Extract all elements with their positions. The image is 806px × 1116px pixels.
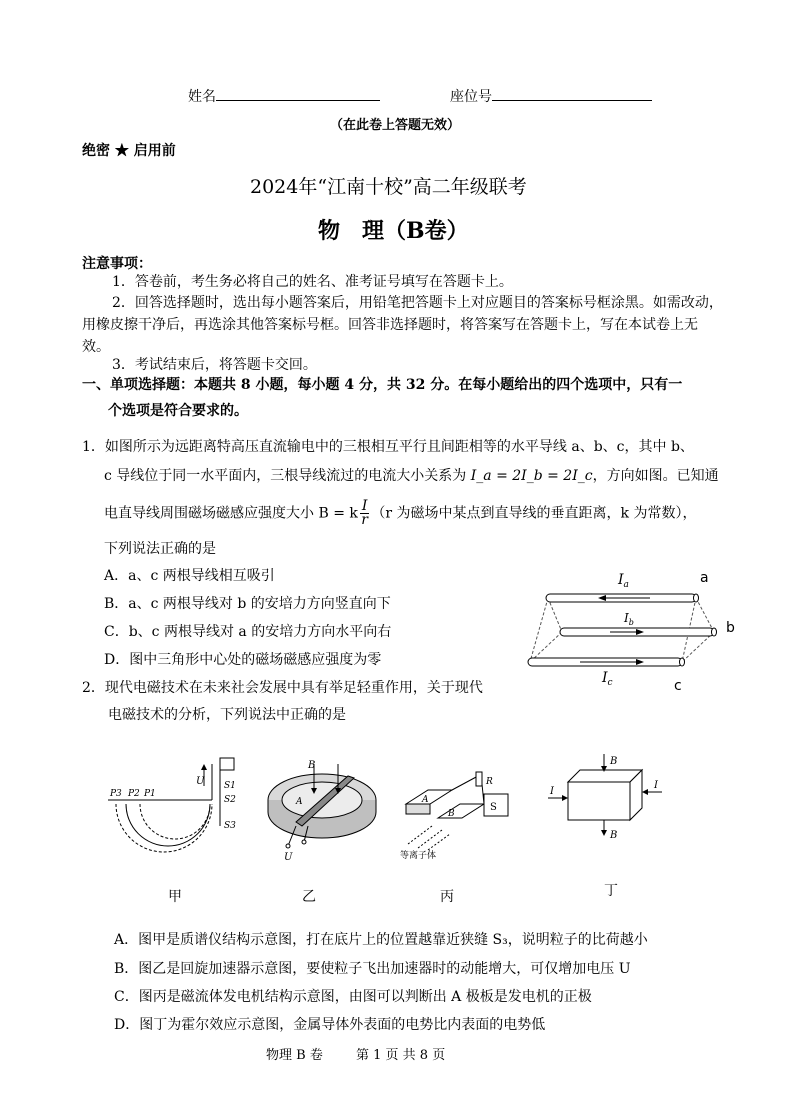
- bing-label-b: B: [448, 809, 455, 819]
- jia-path-outer: [116, 804, 212, 852]
- q1-label-wire-b: b: [726, 620, 735, 636]
- jia-u-arrowhead: [201, 764, 207, 770]
- bing-label-s: S: [490, 802, 497, 813]
- q1-option-a: A．a、c 两根导线相互吸引: [104, 568, 275, 584]
- q2-option-c: C．图丙是磁流体发电机结构示意图，由图可以判断出 A 极板是发电机的正极: [114, 989, 592, 1005]
- ding-label-b-top: B: [610, 756, 618, 767]
- yi-terminal-1: [286, 844, 290, 848]
- q2-fig-ding: [538, 752, 668, 848]
- subject-title: 物 理（B卷）: [318, 218, 469, 244]
- yi-label-b: B: [308, 760, 316, 771]
- bing-plate-b: [438, 804, 484, 818]
- q1-option-d: D．图中三角形中心处的磁场磁感应强度为零: [104, 652, 382, 668]
- q2-fig-jia: [108, 756, 238, 866]
- jia-source: [220, 758, 234, 770]
- notice-item-1: 1．答卷前，考生务必将自己的姓名、准考证号填写在答题卡上。: [112, 274, 513, 290]
- footer-subject: 物理 B 卷: [266, 1048, 323, 1063]
- q1-line3-text-b: （r 为磁场中某点到直导线的垂直距离，k 为常数），: [371, 505, 697, 522]
- ding-label-i-right: I: [654, 780, 658, 791]
- q1-label-ic: $I_c$: [602, 670, 613, 688]
- secret-label: 绝密 ★ 启用前: [82, 143, 176, 159]
- q1-fraction-den: r: [361, 512, 368, 528]
- caption-yi: 乙: [302, 889, 316, 905]
- ding-block-top: [568, 770, 642, 782]
- notice-item-2: 2．回答选择题时，选出每小题答案后，用铅笔把答题卡上对应题目的答案标号框涂黑。如需改动，用橡皮擦干净后，再选涂其他答案标号框。回答非选择题时，将答案写在答题卡上，写在本试卷上无效。: [82, 295, 723, 355]
- q1-line2-text-a: c 导线位于同一水平面内，三根导线流过的电流大小关系为: [104, 468, 471, 484]
- yi-label-a: A: [296, 797, 303, 807]
- jia-label-p3: P3: [110, 789, 122, 799]
- seat-blank: [492, 86, 652, 101]
- q2-option-a: A．图甲是质谱仪结构示意图，打在底片上的位置越靠近狭缝 S₃，说明粒子的比荷越小: [114, 932, 648, 948]
- exam-title: 2024年“江南十校”高二年级联考: [250, 176, 527, 198]
- q1-fraction: [360, 500, 370, 527]
- q1-option-b: B．a、c 两根导线对 b 的安培力方向竖直向下: [104, 596, 391, 612]
- q2-line1: 2．现代电磁技术在未来社会发展中具有举足轻重作用，关于现代: [82, 680, 483, 696]
- section-heading-line2: 个选项是符合要求的。: [108, 403, 248, 419]
- footer-page: 第 1 页 共 8 页: [356, 1048, 446, 1063]
- q1-label-wire-a: a: [700, 570, 709, 586]
- jia-label-p1: P1: [144, 789, 156, 799]
- name-blank: [216, 86, 380, 101]
- q1-label-ia: $I_a$: [618, 572, 629, 590]
- q1-wire-b-end: [712, 628, 717, 636]
- q2-fig-bing: [398, 770, 518, 860]
- bing-label-a: A: [422, 795, 429, 805]
- jia-path-inner: [140, 804, 210, 839]
- jia-label-s3: S3: [224, 821, 236, 831]
- q1-wire-c-end: [680, 658, 685, 666]
- ding-label-i-left: I: [550, 786, 554, 797]
- q1-label-wire-c: c: [674, 678, 682, 694]
- q1-dash-left-2: [548, 598, 562, 632]
- jia-path-mid: [126, 804, 210, 846]
- jia-label-s2: S2: [224, 795, 236, 805]
- bing-pole-n: [406, 804, 430, 814]
- caption-jia: 甲: [168, 889, 182, 905]
- q1-wire-figure: [520, 560, 750, 700]
- jia-label-p2: P2: [128, 789, 140, 799]
- seat-field: [450, 86, 652, 106]
- yi-terminal-2: [302, 840, 306, 844]
- name-field: [188, 86, 380, 106]
- q1-dash-right-2: [696, 598, 714, 632]
- q1-line4: 下列说法正确的是: [104, 541, 216, 557]
- jia-label-u: U: [196, 776, 205, 787]
- q1-line3: [104, 500, 696, 527]
- q1-line3-text-a: 电直导线周围磁场磁感应强度大小 B = k: [104, 505, 358, 522]
- q2-line2: 电磁技术的分析，下列说法中正确的是: [108, 707, 346, 723]
- q2-option-d: D．图丁为霍尔效应示意图，金属导体外表面的电势比内表面的电势低: [114, 1017, 546, 1033]
- bing-flow-2: [418, 830, 442, 848]
- yi-label-u: U: [284, 852, 293, 863]
- q1-fraction-num: I: [361, 498, 368, 514]
- bing-plate-a: [406, 790, 452, 804]
- notice-item-3: 3．考试结束后，将答题卡交回。: [112, 357, 317, 373]
- q1-line2-text-b: ，方向如图。已知通: [592, 468, 719, 484]
- bing-flow-1: [408, 826, 432, 844]
- bing-label-r: R: [486, 777, 493, 787]
- q1-line1: 1．如图所示为远距离特高压直流输电中的三根相互平行且间距相等的水平导线 a、b、c，其中 b、: [82, 439, 694, 455]
- notice-heading: 注意事项：: [82, 256, 152, 272]
- q2-fig-yi: [258, 756, 378, 864]
- name-label: 姓名: [188, 89, 216, 105]
- jia-label-s1: S1: [224, 781, 236, 791]
- caption-ding: 丁: [604, 883, 618, 899]
- q1-label-ib: $I_b$: [624, 611, 634, 627]
- q1-dash-left-1: [530, 598, 548, 662]
- ding-label-b-bottom: B: [610, 830, 618, 841]
- invalid-note: （在此卷上答题无效）: [330, 118, 461, 133]
- bing-flow-3: [428, 834, 450, 850]
- bing-label-plasma: 等离子体: [400, 851, 437, 860]
- q2-option-b: B．图乙是回旋加速器示意图，要使粒子飞出加速器时的动能增大，可仅增加电压 U: [114, 961, 631, 977]
- caption-bing: 丙: [440, 889, 454, 905]
- ding-i-left-arrow: [562, 795, 568, 801]
- bing-resistor: [476, 772, 482, 786]
- q1-line2: [104, 465, 719, 485]
- q1-option-c: C．b、c 两根导线对 a 的安培力方向水平向右: [104, 624, 392, 640]
- ding-i-right-arrow: [642, 789, 648, 795]
- bing-wire-1: [452, 776, 478, 790]
- ding-b-bottom-arrow: [601, 830, 607, 836]
- q1-current-formula: I_a = 2I_b = 2I_c: [470, 468, 593, 484]
- seat-label: 座位号: [450, 89, 492, 105]
- section-heading-line1: 一、单项选择题：本题共 8 小题，每小题 4 分，共 32 分。在每小题给出的四个选项中，只有一: [82, 377, 683, 393]
- ding-block-front: [568, 782, 630, 820]
- q1-wire-a-end: [694, 594, 699, 602]
